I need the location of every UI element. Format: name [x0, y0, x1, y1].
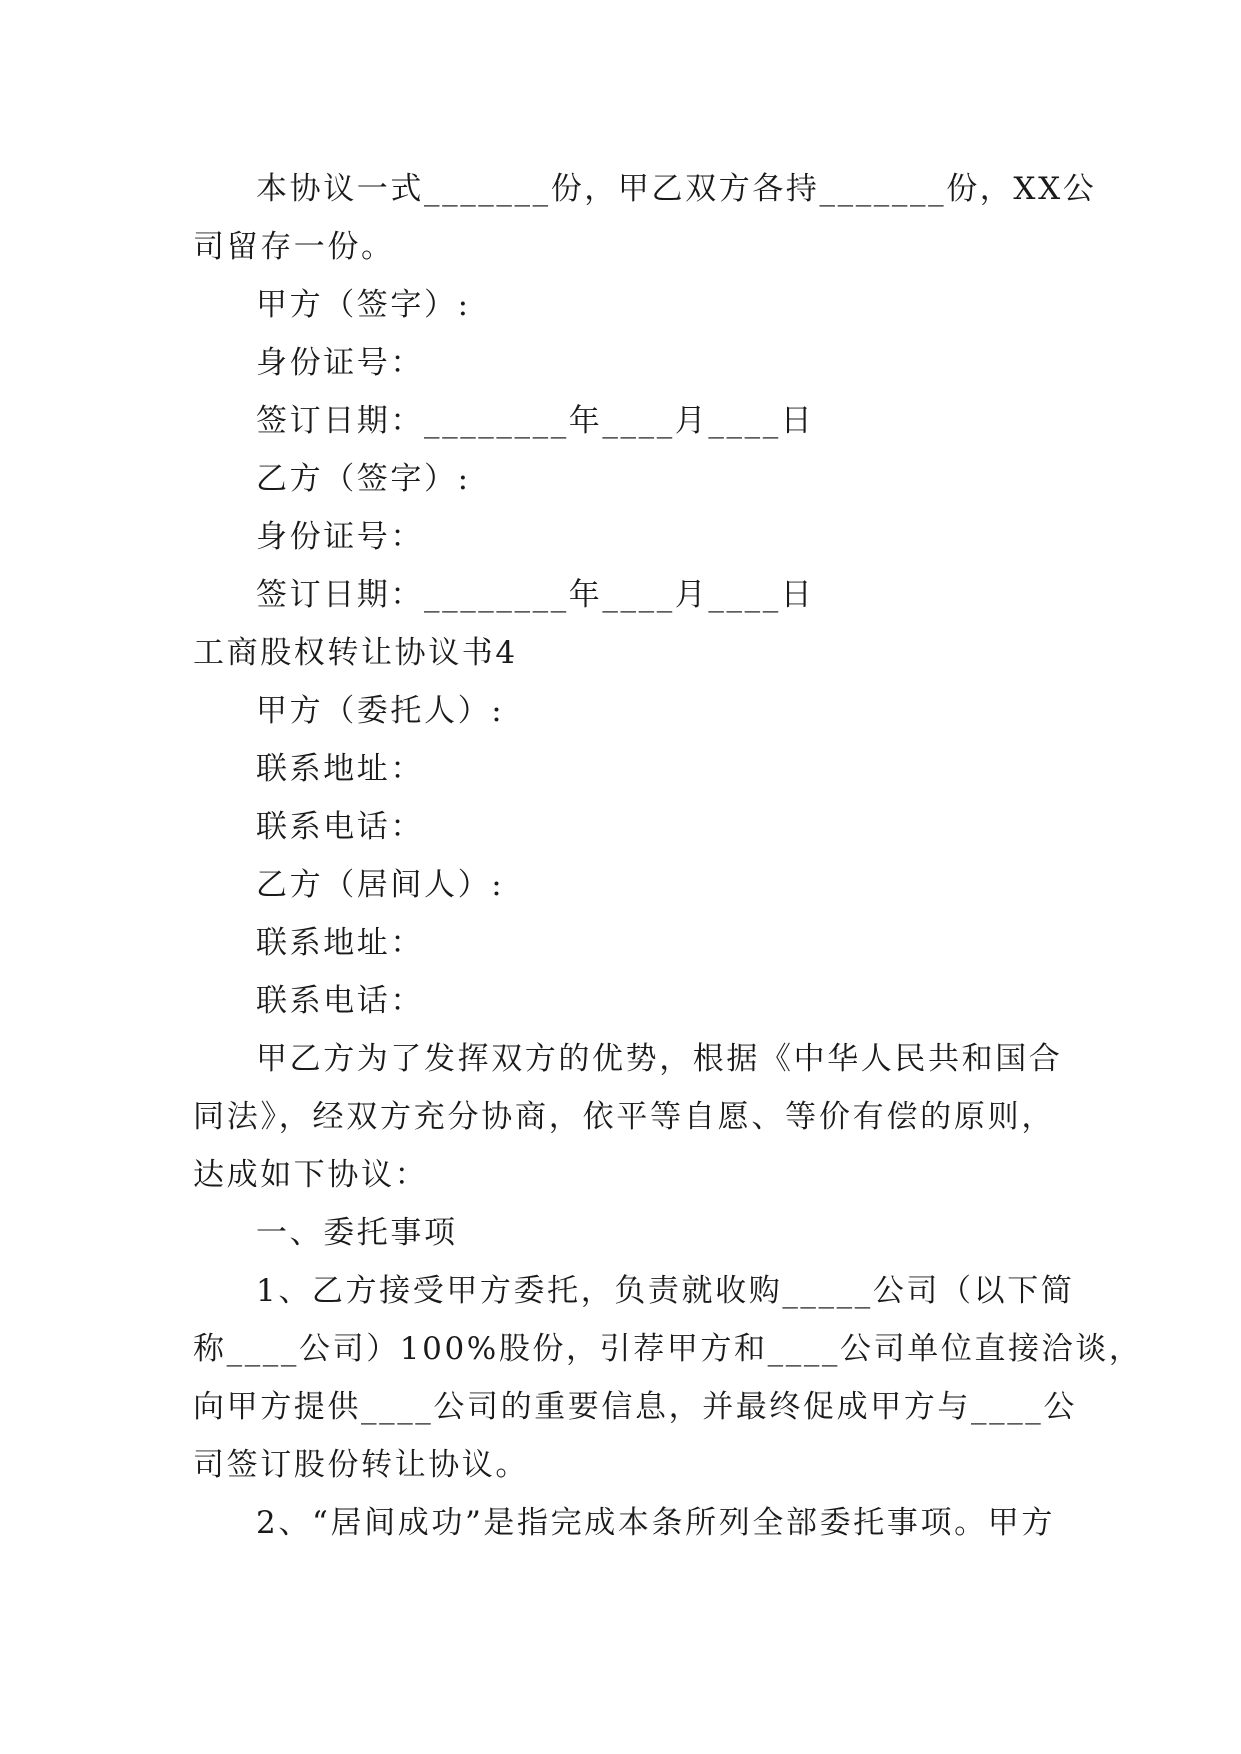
party-a-address-label: 联系地址：	[256, 751, 424, 787]
party-a-principal-label: 甲方（委托人）:	[256, 693, 505, 729]
party-a-signature-label: 甲方（签字）:	[256, 287, 471, 323]
preamble-line-3: 达成如下协议：	[193, 1157, 429, 1193]
clause-1-line-4: 司签订股份转让协议。	[193, 1447, 529, 1483]
preamble-line-1: 甲乙方为了发挥双方的优势，根据《中华人民共和国合	[256, 1041, 1063, 1077]
preamble-line-2: 同法》，经双方充分协商，依平等自愿、等价有偿的原则，	[193, 1099, 1055, 1135]
party-b-intermediary-label: 乙方（居间人）:	[256, 867, 505, 903]
clause-2-line-1: 2、“居间成功”是指完成本条所列全部委托事项。甲方	[256, 1505, 1055, 1541]
document-body	[193, 160, 1143, 1552]
party-b-sign-date-label: 签订日期：________年____月____日	[256, 577, 815, 613]
party-b-phone-label: 联系电话：	[256, 983, 424, 1019]
party-b-address-label: 联系地址：	[256, 925, 424, 961]
clause-1-line-1: 1、乙方接受甲方委托，负责就收购_____公司（以下简	[256, 1273, 1075, 1309]
clause-1-line-3: 向甲方提供____公司的重要信息，并最终促成甲方与____公	[193, 1389, 1077, 1425]
party-b-id-number-label: 身份证号：	[256, 519, 424, 555]
party-b-signature-label: 乙方（签字）:	[256, 461, 471, 497]
party-a-sign-date-label: 签订日期：________年____月____日	[256, 403, 815, 439]
section-heading-entrusted-matters: 一、委托事项	[256, 1215, 458, 1251]
clause-1-line-2: 称____公司）100%股份，引荐甲方和____公司单位直接洽谈，	[193, 1331, 1143, 1367]
paragraph-copies-line-1: 本协议一式_______份，甲乙双方各持_______份，XX公	[256, 171, 1097, 207]
party-a-id-number-label: 身份证号：	[256, 345, 424, 381]
party-a-phone-label: 联系电话：	[256, 809, 424, 845]
agreement-section-title: 工商股权转让协议书4	[193, 635, 518, 671]
paragraph-copies-line-2: 司留存一份。	[193, 229, 395, 265]
